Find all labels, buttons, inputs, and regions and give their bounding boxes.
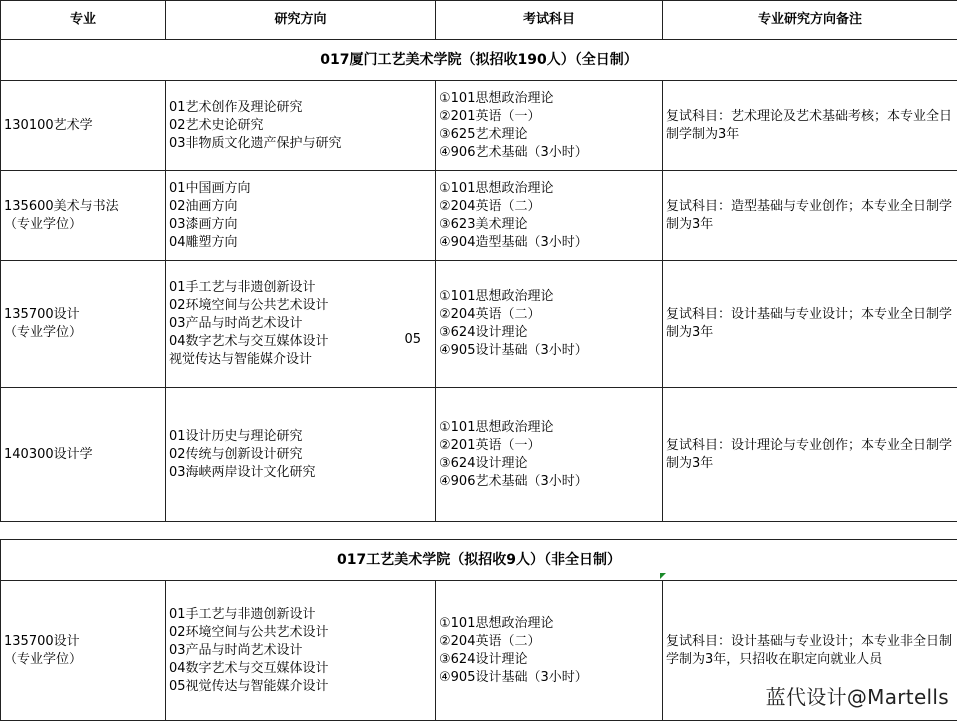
major-cell: 135700设计 （专业学位） <box>1 261 166 388</box>
subjects-cell: ①101思想政治理论 ②204英语（二） ③624设计理论 ④905设计基础（3小时） <box>436 581 663 721</box>
major-cell: 140300设计学 <box>1 388 166 522</box>
subjects-cell: ①101思想政治理论 ②204英语（二） ③623美术理论 ④904造型基础（3小时） <box>436 171 663 261</box>
notes-cell: 复试科目：设计基础与专业设计；本专业全日制学制为3年 <box>663 261 957 388</box>
subjects-cell: ①101思想政治理论 ②201英语（一） ③625艺术理论 ④906艺术基础（3小时） <box>436 81 663 171</box>
spacer-cell <box>1 522 957 540</box>
notes-cell: 复试科目：艺术理论及艺术基础考核；本专业全日制学制为3年 <box>663 81 957 171</box>
direction-cell: 01艺术创作及理论研究 02艺术史论研究 03非物质文化遗产保护与研究 <box>166 81 436 171</box>
direction-tail-number: 05 <box>404 331 421 349</box>
header-subjects: 考试科目 <box>436 1 663 40</box>
direction-cell: 01设计历史与理论研究 02传统与创新设计研究 03海峡两岸设计文化研究 <box>166 388 436 522</box>
table-row <box>1 171 957 261</box>
major-cell: 135700设计 （专业学位） <box>1 581 166 721</box>
major-cell: 130100艺术学 <box>1 81 166 171</box>
cell-comment-marker <box>660 573 666 579</box>
section-title: 017工艺美术学院（拟招收9人）（非全日制） <box>1 540 957 581</box>
header-notes: 专业研究方向备注 <box>663 1 957 40</box>
major-cell: 135600美术与书法 （专业学位） <box>1 171 166 261</box>
watermark: 蓝代设计@Martells <box>766 681 949 710</box>
section-title-row <box>1 540 957 581</box>
spacer-row <box>1 522 957 540</box>
direction-cell: 01手工艺与非遗创新设计 02环境空间与公共艺术设计 03产品与时尚艺术设计 04数字艺术与交互媒体设计 05视觉传达与智能媒介设计 <box>166 581 436 721</box>
section-title-row <box>1 40 957 81</box>
header-direction: 研究方向 <box>166 1 436 40</box>
notes-cell: 复试科目：造型基础与专业创作；本专业全日制学制为3年 <box>663 171 957 261</box>
subjects-cell: ①101思想政治理论 ②204英语（二） ③624设计理论 ④905设计基础（3小时） <box>436 261 663 388</box>
subjects-cell: ①101思想政治理论 ②201英语（一） ③624设计理论 ④906艺术基础（3小时） <box>436 388 663 522</box>
table-row <box>1 81 957 171</box>
section-title: 017厦门工艺美术学院（拟招收190人）（全日制） <box>1 40 957 81</box>
direction-cell: 01中国画方向 02油画方向 03漆画方向 04雕塑方向 <box>166 171 436 261</box>
header-row <box>1 1 957 40</box>
direction-text: 01手工艺与非遗创新设计 02环境空间与公共艺术设计 03产品与时尚艺术设计 04数字艺术与交互媒体设计 视觉传达与智能媒介设计 <box>169 280 329 367</box>
header-major: 专业 <box>1 1 166 40</box>
table-row <box>1 388 957 522</box>
notes-cell: 复试科目：设计基础与专业设计；本专业非全日制学制为3年，只招收在职定向就业人员 <box>663 581 957 721</box>
table-row <box>1 261 957 388</box>
direction-cell <box>166 261 436 388</box>
notes-cell: 复试科目：设计理论与专业创作；本专业全日制学制为3年 <box>663 388 957 522</box>
